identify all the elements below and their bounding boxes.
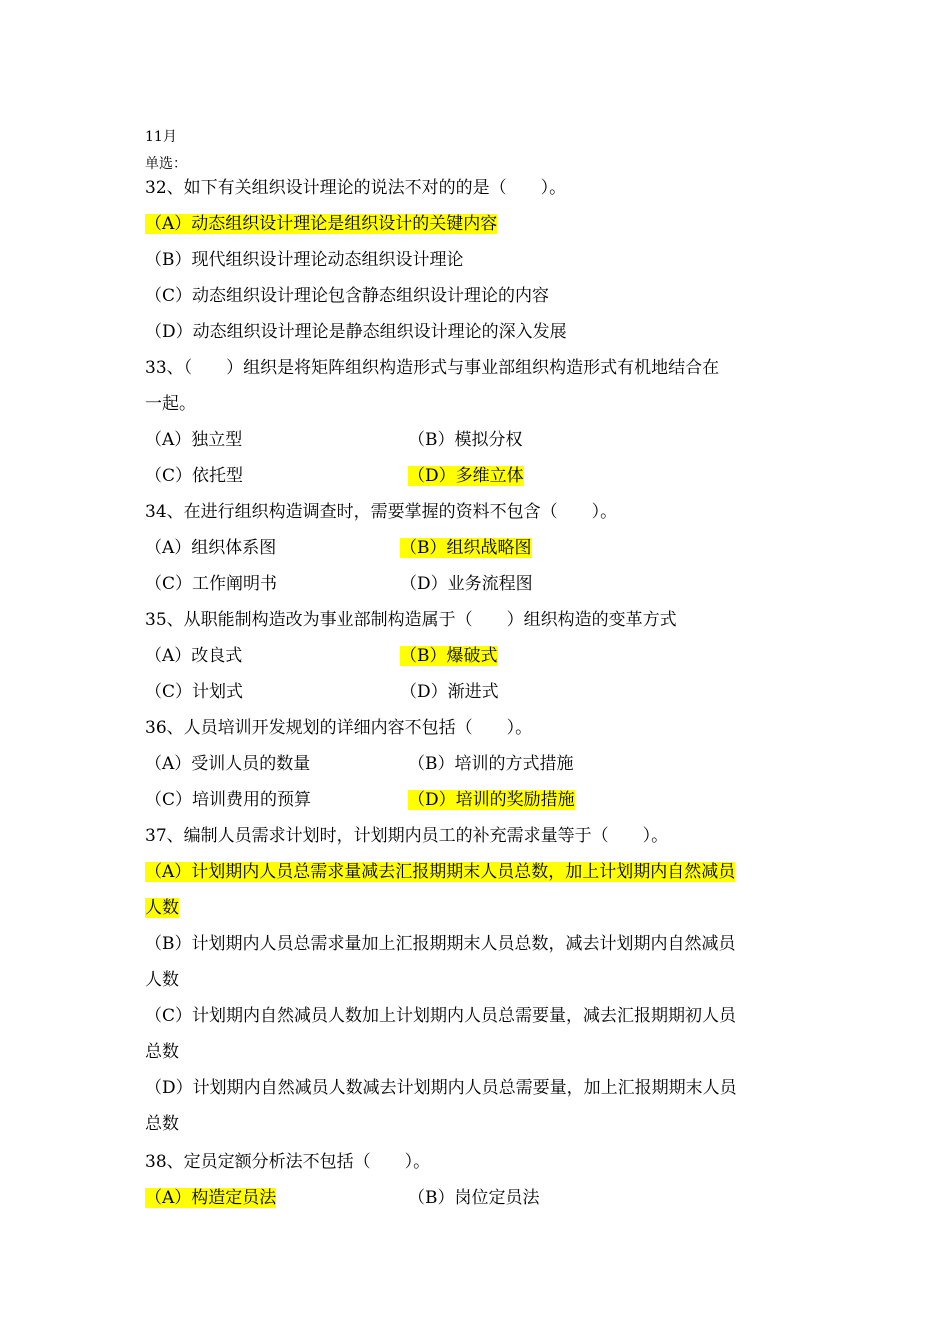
question-37-option-d-cont: 总数 — [145, 1114, 179, 1134]
question-37-option-c: （C）计划期内自然减员人数加上计划期内人员总需要量，减去汇报期期初人员 — [145, 1006, 737, 1026]
question-32-option-a: （A）动态组织设计理论是组织设计的关键内容 — [145, 214, 498, 234]
question-36-option-c: （C）培训费用的预算 — [145, 790, 312, 810]
question-36-option-b: （B）培训的方式措施 — [408, 754, 574, 774]
question-38-option-a: （A）构造定员法 — [145, 1188, 277, 1208]
question-37-option-b-cont: 人数 — [145, 970, 179, 990]
question-37-stem: 37、编制人员需求计划时，计划期内员工的补充需求量等于（ ）。 — [145, 826, 669, 846]
question-34-option-a: （A）组织体系图 — [145, 538, 277, 558]
question-33-option-b: （B）模拟分权 — [408, 430, 523, 450]
question-35-stem: 35、从职能制构造改为事业部制构造属于（ ）组织构造的变革方式 — [145, 610, 677, 630]
question-38-stem: 38、定员定额分析法不包括（ ）。 — [145, 1152, 431, 1172]
question-35-option-c: （C）计划式 — [145, 682, 244, 702]
question-38-option-b: （B）岗位定员法 — [408, 1188, 540, 1208]
question-34-option-c: （C）工作阐明书 — [145, 574, 278, 594]
month-label: 11月 — [145, 129, 177, 145]
question-37-option-c-cont: 总数 — [145, 1042, 179, 1062]
question-32-option-c: （C）动态组织设计理论包含静态组织设计理论的内容 — [145, 286, 550, 306]
question-34-option-b: （B）组织战略图 — [400, 538, 532, 558]
question-35-option-d: （D）渐进式 — [400, 682, 499, 702]
question-34-stem: 34、在进行组织构造调查时，需要掌握的资料不包含（ ）。 — [145, 502, 618, 522]
question-32-stem: 32、如下有关组织设计理论的说法不对的的是（ ）。 — [145, 178, 567, 198]
question-37-option-a: （A）计划期内人员总需求量减去汇报期期末人员总数，加上计划期内自然减员 — [145, 862, 736, 882]
section-label: 单选： — [145, 156, 187, 172]
question-35-option-b: （B）爆破式 — [400, 646, 498, 666]
question-37-option-d: （D）计划期内自然减员人数减去计划期内人员总需要量，加上汇报期期末人员 — [145, 1078, 737, 1098]
question-34-option-d: （D）业务流程图 — [400, 574, 533, 594]
question-36-stem: 36、人员培训开发规划的详细内容不包括（ ）。 — [145, 718, 533, 738]
question-37-option-b: （B）计划期内人员总需求量加上汇报期期末人员总数，减去计划期内自然减员 — [145, 934, 736, 954]
question-33-stem-cont: 一起。 — [145, 394, 196, 414]
question-33-option-c: （C）依托型 — [145, 466, 244, 486]
question-33-stem: 33、（ ）组织是将矩阵组织构造形式与事业部组织构造形式有机地结合在 — [145, 358, 720, 378]
question-35-option-a: （A）改良式 — [145, 646, 243, 666]
question-32-option-b: （B）现代组织设计理论动态组织设计理论 — [145, 250, 464, 270]
question-32-option-d: （D）动态组织设计理论是静态组织设计理论的深入发展 — [145, 322, 567, 342]
question-33-option-d: （D）多维立体 — [408, 466, 524, 486]
question-33-option-a: （A）独立型 — [145, 430, 243, 450]
question-37-option-a-cont: 人数 — [145, 898, 179, 918]
question-36-option-d: （D）培训的奖励措施 — [408, 790, 575, 810]
question-36-option-a: （A）受训人员的数量 — [145, 754, 311, 774]
